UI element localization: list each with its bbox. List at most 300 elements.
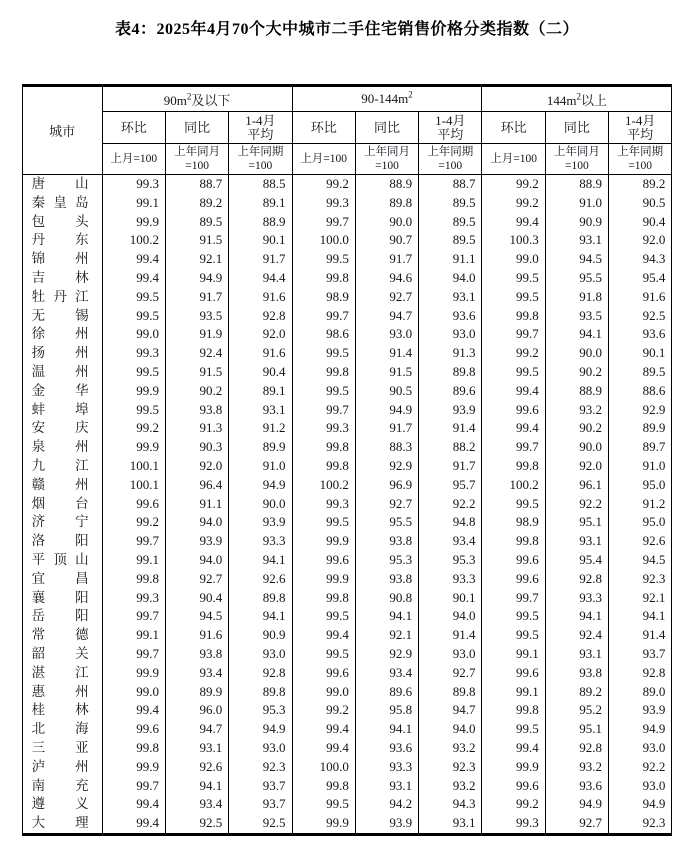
index-value: 90.9 [545, 213, 608, 232]
index-value: 93.6 [419, 307, 482, 326]
index-value: 89.9 [609, 419, 672, 438]
index-value: 99.9 [292, 532, 355, 551]
index-value: 95.7 [419, 476, 482, 495]
city-name [22, 551, 102, 570]
index-value: 89.2 [545, 683, 608, 702]
city-name-text: 遵义 [31, 796, 89, 812]
index-value: 100.3 [482, 231, 545, 250]
index-value: 94.9 [165, 269, 228, 288]
table-row [22, 175, 672, 194]
city-name [22, 325, 102, 344]
index-value: 92.7 [545, 814, 608, 834]
city-name [22, 438, 102, 457]
index-value: 93.0 [419, 645, 482, 664]
index-value: 90.7 [355, 231, 418, 250]
index-value: 93.6 [545, 777, 608, 796]
index-value: 100.1 [102, 457, 165, 476]
table-row [22, 495, 672, 514]
index-value: 89.8 [229, 589, 292, 608]
index-value: 99.6 [482, 401, 545, 420]
city-name-text: 北海 [31, 721, 89, 737]
index-value: 99.5 [292, 513, 355, 532]
index-value: 90.0 [229, 495, 292, 514]
index-value: 94.5 [165, 607, 228, 626]
index-value: 90.1 [229, 231, 292, 250]
table-row [22, 325, 672, 344]
index-value: 92.6 [165, 758, 228, 777]
index-value: 99.6 [102, 720, 165, 739]
table-row [22, 307, 672, 326]
index-value: 94.4 [229, 269, 292, 288]
index-value: 99.4 [102, 250, 165, 269]
table-row [22, 288, 672, 307]
index-value: 99.1 [102, 551, 165, 570]
index-value: 99.2 [482, 795, 545, 814]
index-value: 99.5 [482, 495, 545, 514]
index-value: 95.1 [545, 513, 608, 532]
index-value: 92.7 [355, 495, 418, 514]
city-name [22, 476, 102, 495]
index-value: 99.6 [482, 570, 545, 589]
index-value: 91.7 [419, 457, 482, 476]
index-value: 89.9 [165, 683, 228, 702]
index-value: 99.1 [482, 645, 545, 664]
city-name-text: 扬州 [31, 345, 89, 361]
index-value: 99.4 [102, 795, 165, 814]
index-value: 99.2 [482, 175, 545, 194]
index-value: 99.8 [482, 532, 545, 551]
city-name [22, 532, 102, 551]
index-value: 93.2 [419, 777, 482, 796]
index-value: 99.4 [292, 720, 355, 739]
city-name [22, 758, 102, 777]
index-value: 93.4 [165, 795, 228, 814]
index-value: 91.1 [419, 250, 482, 269]
index-value: 95.2 [545, 701, 608, 720]
table-row [22, 814, 672, 834]
table-row [22, 382, 672, 401]
base-note-prev-month: 上月=100 [482, 144, 545, 175]
index-value: 99.3 [102, 344, 165, 363]
city-name-text: 平顶山 [31, 551, 89, 567]
index-value: 99.9 [102, 382, 165, 401]
city-name [22, 457, 102, 476]
index-value: 91.5 [165, 363, 228, 382]
index-value: 99.8 [102, 739, 165, 758]
index-value: 93.1 [419, 814, 482, 834]
index-value: 99.4 [482, 739, 545, 758]
city-name-text: 泉州 [31, 439, 89, 455]
index-value: 93.9 [419, 401, 482, 420]
table-row [22, 607, 672, 626]
index-value: 99.2 [482, 194, 545, 213]
index-value: 90.0 [545, 438, 608, 457]
table-row [22, 645, 672, 664]
index-value: 99.8 [292, 269, 355, 288]
index-value: 91.4 [355, 344, 418, 363]
table-row [22, 758, 672, 777]
base-note-same-period-last-year: 上年同期 =100 [419, 144, 482, 175]
index-value: 90.4 [165, 589, 228, 608]
sup-2: 2 [576, 91, 581, 102]
index-value: 99.8 [482, 307, 545, 326]
col-header-mom: 环比 [102, 112, 165, 144]
index-value: 95.3 [419, 551, 482, 570]
city-name-text: 九江 [31, 457, 89, 473]
index-value: 94.1 [545, 325, 608, 344]
index-value: 89.8 [355, 194, 418, 213]
city-name [22, 250, 102, 269]
index-value: 99.9 [292, 570, 355, 589]
index-value: 99.8 [292, 457, 355, 476]
index-value: 91.5 [355, 363, 418, 382]
price-index-table [22, 84, 673, 836]
index-value: 99.5 [102, 363, 165, 382]
city-name [22, 382, 102, 401]
index-value: 94.7 [165, 720, 228, 739]
table-row [22, 795, 672, 814]
index-value: 89.5 [419, 213, 482, 232]
group-header-row [22, 86, 672, 112]
city-name-text: 安庆 [31, 420, 89, 436]
city-name [22, 570, 102, 589]
index-value: 99.7 [102, 645, 165, 664]
index-value: 99.2 [102, 513, 165, 532]
index-value: 92.5 [229, 814, 292, 834]
index-value: 100.2 [102, 231, 165, 250]
city-name-text: 襄阳 [31, 589, 89, 605]
city-name-text: 牡丹江 [31, 288, 89, 304]
index-value: 99.0 [292, 683, 355, 702]
sup-2: 2 [186, 91, 192, 102]
city-name [22, 344, 102, 363]
index-value: 93.9 [229, 513, 292, 532]
city-name-text: 南充 [31, 777, 89, 793]
index-value: 99.5 [292, 607, 355, 626]
index-value: 92.0 [229, 325, 292, 344]
city-name [22, 419, 102, 438]
index-value: 100.0 [292, 758, 355, 777]
index-value: 94.1 [355, 607, 418, 626]
index-value: 89.5 [609, 363, 672, 382]
index-value: 94.9 [229, 720, 292, 739]
index-value: 91.6 [609, 288, 672, 307]
index-value: 89.1 [229, 194, 292, 213]
index-value: 89.5 [419, 194, 482, 213]
index-value: 99.5 [292, 382, 355, 401]
index-value: 96.0 [165, 701, 228, 720]
index-value: 90.1 [609, 344, 672, 363]
index-value: 94.5 [609, 551, 672, 570]
index-value: 88.9 [229, 213, 292, 232]
index-value: 92.8 [229, 307, 292, 326]
index-value: 88.9 [355, 175, 418, 194]
index-value: 99.6 [292, 551, 355, 570]
index-value: 91.1 [165, 495, 228, 514]
index-value: 89.5 [419, 231, 482, 250]
subcolumn-header-row [22, 112, 672, 144]
table-row [22, 777, 672, 796]
index-value: 99.3 [102, 175, 165, 194]
group-header-90-144: $90-144m^2$ [292, 86, 482, 112]
city-name [22, 683, 102, 702]
index-value: 92.7 [419, 664, 482, 683]
index-value: 91.7 [355, 250, 418, 269]
col-header-yoy: 同比 [545, 112, 608, 144]
index-value: 88.6 [609, 382, 672, 401]
index-value: 94.1 [229, 607, 292, 626]
index-value: 99.8 [292, 363, 355, 382]
index-value: 89.8 [419, 683, 482, 702]
index-value: 99.5 [292, 645, 355, 664]
table-row [22, 570, 672, 589]
city-name-text: 常德 [31, 627, 89, 643]
index-value: 94.2 [355, 795, 418, 814]
index-value: 99.6 [482, 551, 545, 570]
table-row [22, 438, 672, 457]
index-value: 99.7 [292, 401, 355, 420]
base-index-row [22, 144, 672, 175]
index-value: 92.2 [609, 758, 672, 777]
index-value: 99.6 [102, 495, 165, 514]
index-value: 93.1 [355, 777, 418, 796]
city-name-text: 丹东 [31, 232, 89, 248]
base-note-same-month-last-year: 上年同月 =100 [355, 144, 418, 175]
city-name-text: 湛江 [31, 664, 89, 680]
index-value: 99.5 [482, 626, 545, 645]
base-note-same-period-last-year: 上年同期 =100 [609, 144, 672, 175]
index-value: 99.8 [292, 777, 355, 796]
index-value: 94.5 [545, 250, 608, 269]
index-value: 99.1 [482, 683, 545, 702]
table-row [22, 532, 672, 551]
index-value: 92.6 [229, 570, 292, 589]
base-note-same-month-last-year: 上年同月 =100 [545, 144, 608, 175]
index-value: 99.7 [102, 532, 165, 551]
index-value: 93.0 [229, 645, 292, 664]
index-value: 95.3 [355, 551, 418, 570]
index-value: 89.7 [609, 438, 672, 457]
index-value: 99.6 [482, 664, 545, 683]
index-value: 100.2 [292, 476, 355, 495]
index-value: 92.3 [419, 758, 482, 777]
city-name-text: 秦皇岛 [31, 194, 89, 210]
index-value: 92.0 [165, 457, 228, 476]
city-name-text: 徐州 [31, 326, 89, 342]
table-row [22, 269, 672, 288]
city-name [22, 513, 102, 532]
index-value: 94.7 [355, 307, 418, 326]
index-value: 94.0 [419, 720, 482, 739]
index-value: 93.0 [355, 325, 418, 344]
city-name-text: 岳阳 [31, 608, 89, 624]
city-name [22, 739, 102, 758]
index-value: 99.5 [102, 288, 165, 307]
col-header-yoy: 同比 [165, 112, 228, 144]
index-value: 95.5 [545, 269, 608, 288]
index-value: 89.0 [609, 683, 672, 702]
index-value: 94.1 [545, 607, 608, 626]
index-value: 92.1 [355, 626, 418, 645]
index-value: 94.0 [165, 513, 228, 532]
index-value: 99.4 [102, 701, 165, 720]
index-value: 99.5 [102, 307, 165, 326]
index-value: 89.8 [229, 683, 292, 702]
index-value: 90.2 [165, 382, 228, 401]
index-value: 95.4 [545, 551, 608, 570]
index-value: 90.2 [545, 419, 608, 438]
index-value: 92.0 [545, 457, 608, 476]
index-value: 94.7 [419, 701, 482, 720]
index-value: 96.4 [165, 476, 228, 495]
index-value: 92.9 [355, 457, 418, 476]
index-value: 93.4 [355, 664, 418, 683]
index-value: 94.1 [609, 607, 672, 626]
index-value: 91.7 [355, 419, 418, 438]
index-value: 93.1 [545, 645, 608, 664]
index-value: 100.1 [102, 476, 165, 495]
group-header-144-above: $144m^2$以上 [482, 86, 672, 112]
index-value: 93.1 [545, 231, 608, 250]
city-name [22, 777, 102, 796]
index-value: 93.9 [609, 701, 672, 720]
index-value: 91.6 [165, 626, 228, 645]
index-value: 99.4 [482, 419, 545, 438]
city-name [22, 626, 102, 645]
index-value: 88.9 [545, 175, 608, 194]
index-value: 94.6 [355, 269, 418, 288]
index-value: 91.6 [229, 344, 292, 363]
index-value: 99.7 [292, 307, 355, 326]
index-value: 88.2 [419, 438, 482, 457]
index-value: 93.9 [355, 814, 418, 834]
index-value: 99.9 [102, 664, 165, 683]
city-name [22, 231, 102, 250]
city-name-text: 烟台 [31, 495, 89, 511]
index-value: 95.8 [355, 701, 418, 720]
index-value: 93.5 [545, 307, 608, 326]
index-value: 93.8 [165, 401, 228, 420]
index-value: 98.6 [292, 325, 355, 344]
index-value: 93.8 [165, 645, 228, 664]
city-name [22, 607, 102, 626]
index-value: 95.5 [355, 513, 418, 532]
index-value: 99.8 [482, 701, 545, 720]
index-value: 92.3 [609, 814, 672, 834]
index-value: 95.0 [609, 476, 672, 495]
city-name [22, 363, 102, 382]
index-value: 93.7 [229, 777, 292, 796]
index-value: 93.8 [355, 532, 418, 551]
table-row [22, 344, 672, 363]
index-value: 91.2 [229, 419, 292, 438]
index-value: 89.6 [419, 382, 482, 401]
index-value: 93.2 [545, 758, 608, 777]
index-value: 94.9 [229, 476, 292, 495]
index-value: 92.7 [355, 288, 418, 307]
table-row [22, 513, 672, 532]
city-name-text: 无锡 [31, 307, 89, 323]
index-value: 93.4 [419, 532, 482, 551]
city-name [22, 401, 102, 420]
index-value: 99.9 [102, 438, 165, 457]
city-name [22, 194, 102, 213]
index-value: 94.1 [229, 551, 292, 570]
index-value: 92.8 [545, 739, 608, 758]
index-value: 92.5 [609, 307, 672, 326]
col-header-avg: 1-4月 平均 [609, 112, 672, 144]
table-row [22, 457, 672, 476]
base-note-prev-month: 上月=100 [102, 144, 165, 175]
index-value: 99.0 [482, 250, 545, 269]
city-name [22, 288, 102, 307]
col-header-mom: 环比 [292, 112, 355, 144]
index-value: 99.7 [482, 325, 545, 344]
index-value: 99.9 [292, 814, 355, 834]
index-value: 92.2 [419, 495, 482, 514]
index-value: 99.7 [102, 607, 165, 626]
index-value: 93.3 [355, 758, 418, 777]
index-value: 94.3 [609, 250, 672, 269]
index-value: 91.4 [419, 419, 482, 438]
city-column-header: 城市 [22, 86, 102, 175]
index-value: 92.1 [609, 589, 672, 608]
index-value: 91.0 [545, 194, 608, 213]
index-value: 93.1 [229, 401, 292, 420]
index-value: 93.7 [229, 795, 292, 814]
city-name-text: 惠州 [31, 683, 89, 699]
index-value: 98.9 [292, 288, 355, 307]
city-name [22, 175, 102, 194]
index-value: 92.7 [165, 570, 228, 589]
city-name-text: 三亚 [31, 739, 89, 755]
col-header-mom: 环比 [482, 112, 545, 144]
index-value: 99.2 [292, 701, 355, 720]
index-value: 94.1 [355, 720, 418, 739]
city-name [22, 701, 102, 720]
index-value: 90.4 [609, 213, 672, 232]
index-value: 99.5 [292, 344, 355, 363]
index-value: 99.3 [292, 419, 355, 438]
index-value: 90.5 [609, 194, 672, 213]
index-value: 92.1 [165, 250, 228, 269]
index-value: 99.9 [102, 213, 165, 232]
index-value: 99.3 [292, 495, 355, 514]
index-value: 93.6 [355, 739, 418, 758]
index-value: 92.8 [609, 664, 672, 683]
city-name [22, 213, 102, 232]
base-note-same-period-last-year: 上年同期 =100 [229, 144, 292, 175]
city-name-text: 锦州 [31, 251, 89, 267]
index-value: 99.2 [102, 419, 165, 438]
base-note-prev-month: 上月=100 [292, 144, 355, 175]
index-value: 91.3 [165, 419, 228, 438]
index-value: 92.9 [355, 645, 418, 664]
index-value: 92.0 [609, 231, 672, 250]
index-value: 99.5 [482, 363, 545, 382]
index-value: 92.4 [165, 344, 228, 363]
index-value: 90.1 [419, 589, 482, 608]
index-value: 91.7 [165, 288, 228, 307]
col-header-avg: 1-4月 平均 [229, 112, 292, 144]
index-value: 93.3 [545, 589, 608, 608]
index-value: 92.8 [545, 570, 608, 589]
index-value: 99.4 [292, 626, 355, 645]
index-value: 89.1 [229, 382, 292, 401]
index-value: 99.7 [102, 777, 165, 796]
table-row [22, 664, 672, 683]
index-value: 99.8 [292, 589, 355, 608]
